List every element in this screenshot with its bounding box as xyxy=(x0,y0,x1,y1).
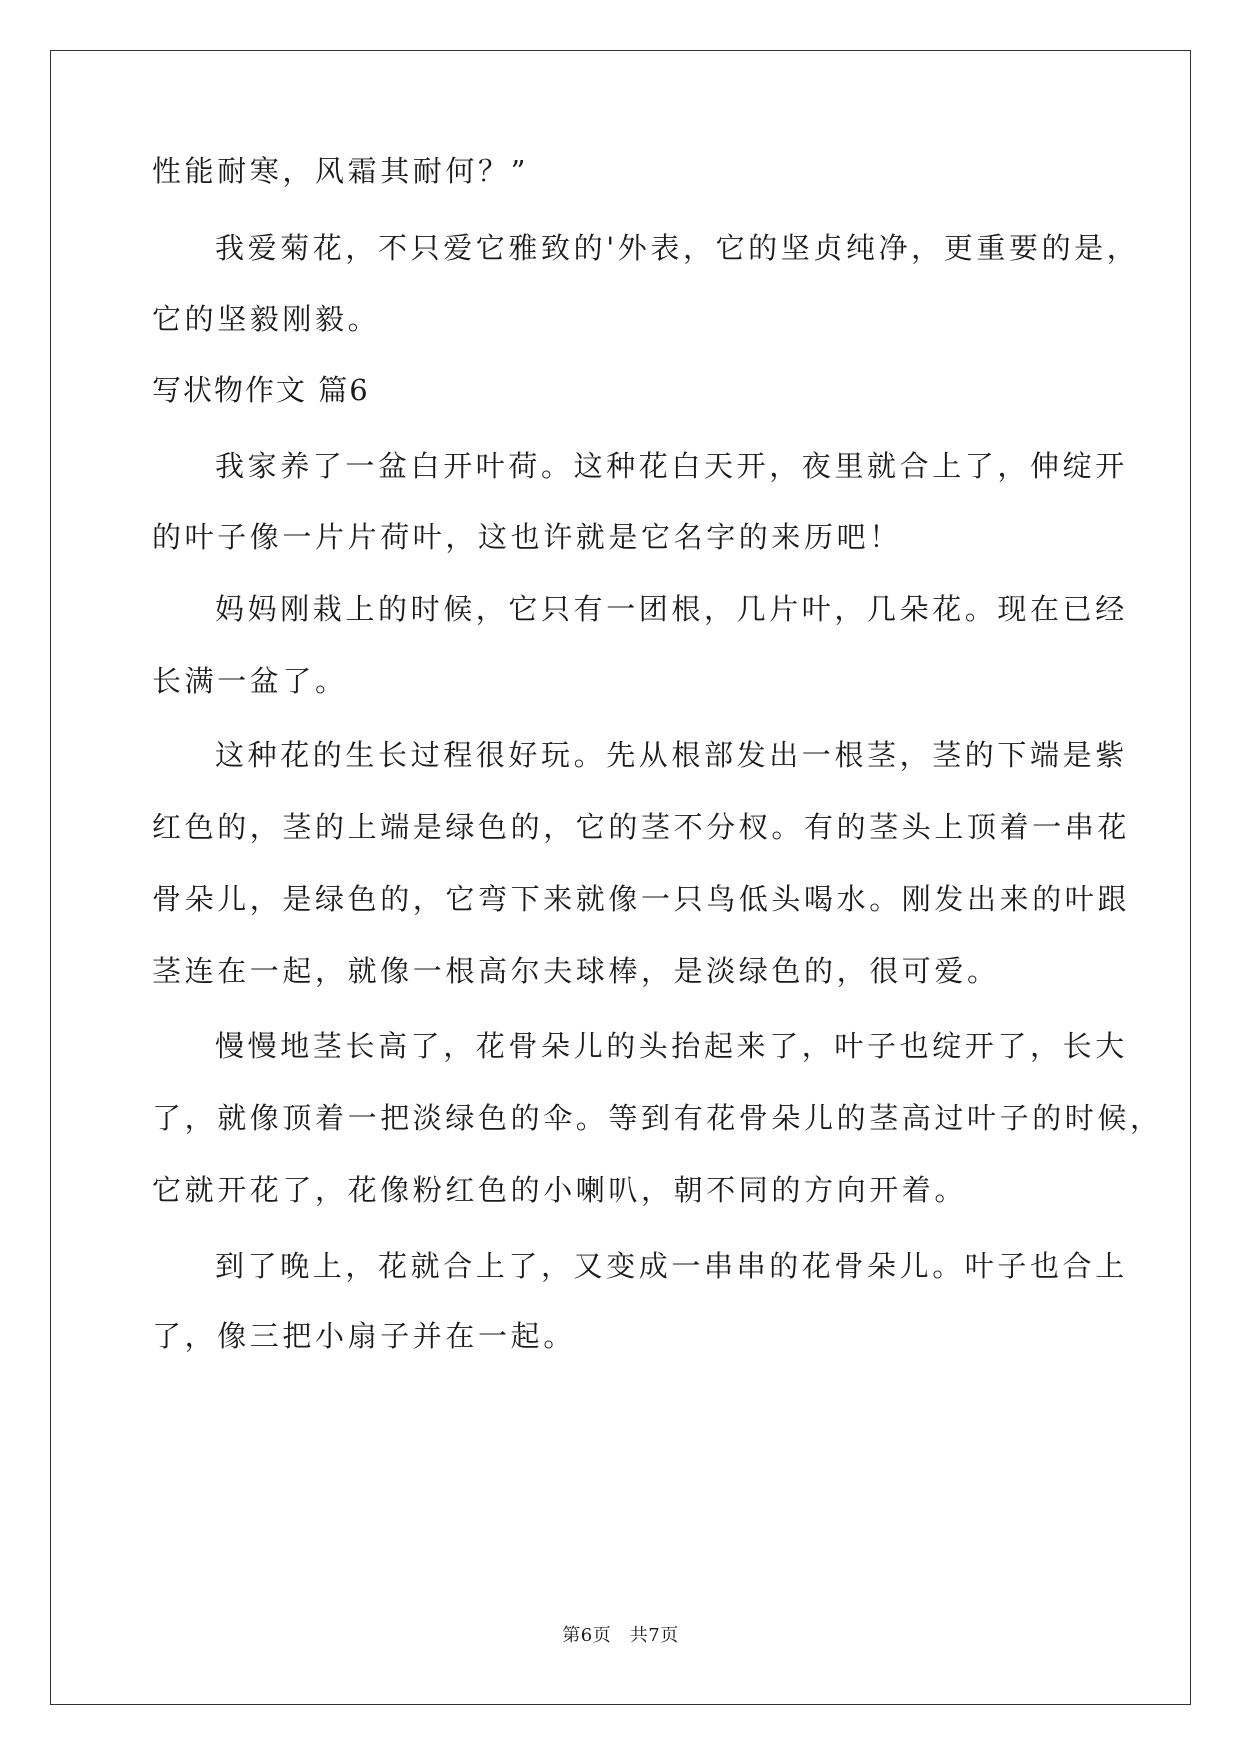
paragraph-start: 我爱菊花，不只爱它雅致的'外表，它的坚贞纯净，更重要的是， xyxy=(215,231,1140,265)
text-line: 它就开花了，花像粉红色的小喇叭，朝不同的方向开着。 xyxy=(152,1173,968,1207)
text-line: 红色的，茎的上端是绿色的，它的茎不分杈。有的茎头上顶着一串花 xyxy=(152,810,1131,844)
text-line: 了，就像顶着一把淡绿色的伞。等到有花骨朵儿的茎高过叶子的时候， xyxy=(152,1101,1163,1135)
paragraph-start: 我家养了一盆白开叶荷。这种花白天开，夜里就合上了，伸绽开 xyxy=(215,449,1128,483)
paragraph-start: 这种花的生长过程很好玩。先从根部发出一根茎，茎的下端是紫 xyxy=(215,738,1128,772)
text-line: 骨朵儿，是绿色的，它弯下来就像一只鸟低头喝水。刚发出来的叶跟 xyxy=(152,882,1131,916)
text-line: 了，像三把小扇子并在一起。 xyxy=(152,1319,576,1353)
paragraph-start: 妈妈刚栽上的时候，它只有一团根，几片叶，几朵花。现在已经 xyxy=(215,592,1128,626)
page-number-footer: 第6页 共7页 xyxy=(562,1625,679,1646)
paragraph-start: 到了晚上，花就合上了，又变成一串串的花骨朵儿。叶子也合上 xyxy=(215,1249,1128,1283)
text-line: 的叶子像一片片荷叶，这也许就是它名字的来历吧！ xyxy=(152,520,902,554)
text-line: 它的坚毅刚毅。 xyxy=(152,302,381,336)
text-line: 茎连在一起，就像一根高尔夫球棒，是淡绿色的，很可爱。 xyxy=(152,954,1000,988)
paragraph-start: 慢慢地茎长高了，花骨朵儿的头抬起来了，叶子也绽开了，长大 xyxy=(215,1029,1128,1063)
section-heading: 写状物作文 篇6 xyxy=(152,373,370,407)
text-line: 性能耐寒，风霜其耐何？” xyxy=(152,154,530,188)
text-line: 长满一盆了。 xyxy=(152,664,348,698)
